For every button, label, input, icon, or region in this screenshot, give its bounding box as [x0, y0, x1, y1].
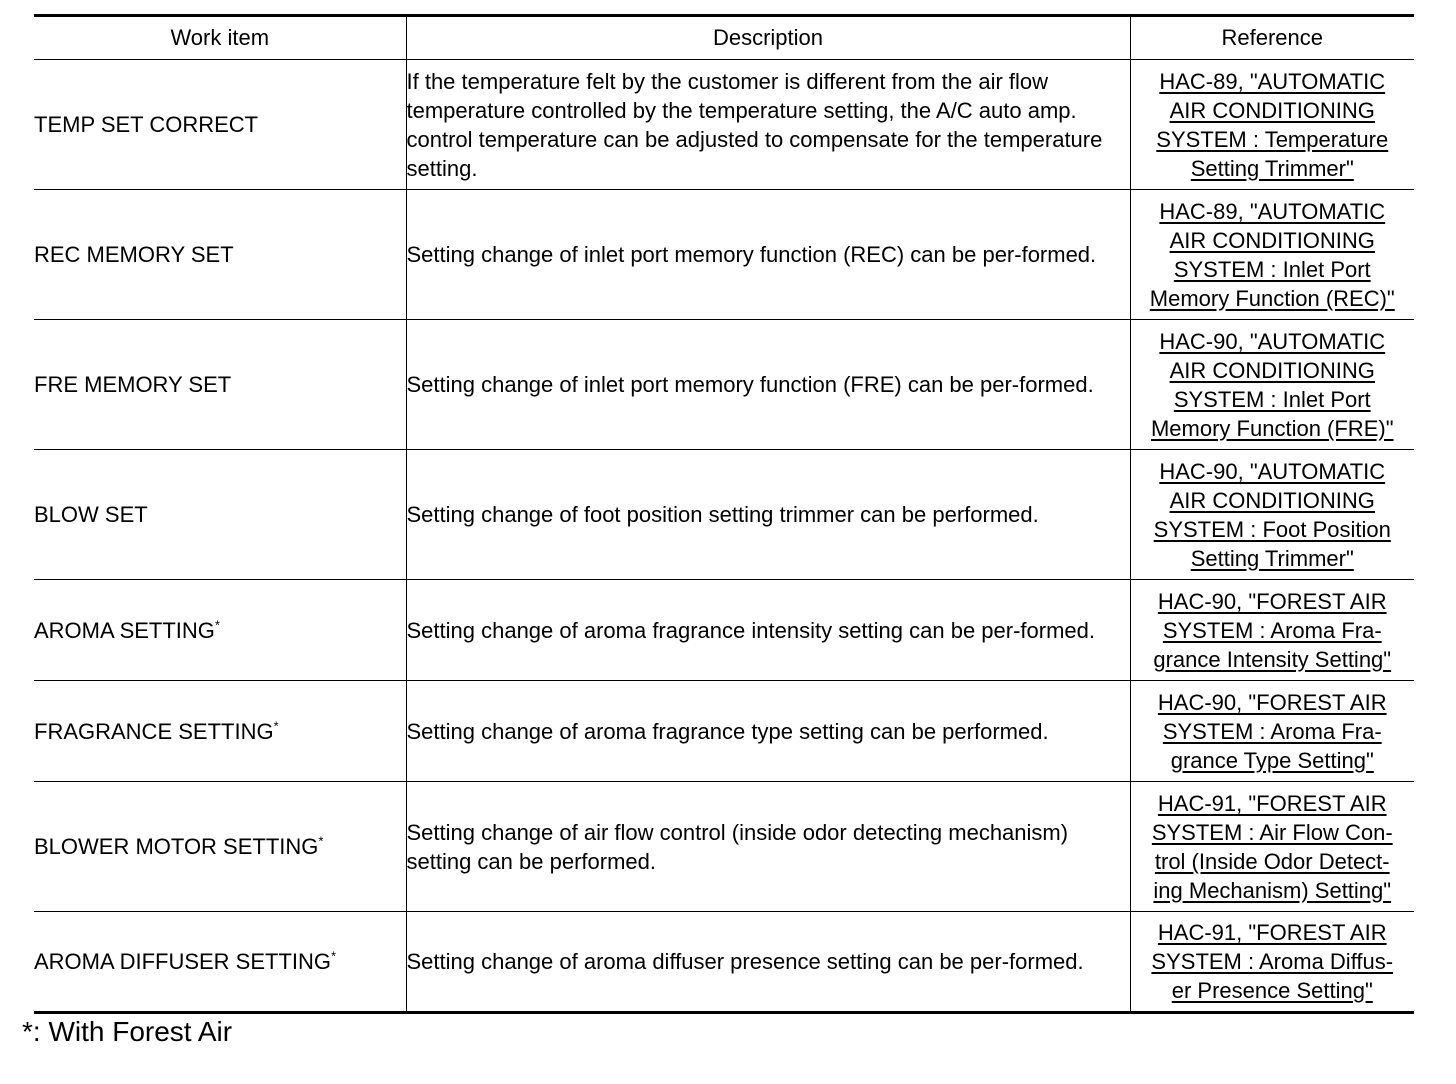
work-support-table: [34, 14, 1414, 1014]
reference-line: HAC-90, "AUTOMATIC: [1159, 458, 1386, 484]
reference-link[interactable]: [1150, 199, 1395, 311]
reference-cell[interactable]: [1130, 912, 1414, 1013]
work-item-cell: [34, 681, 406, 782]
description-cell: Setting change of aroma fragrance intensity setting can be per-formed.: [406, 580, 1130, 681]
table-row: [34, 60, 1414, 190]
reference-line: SYSTEM : Aroma Diffus-: [1151, 949, 1394, 974]
work-item-cell: [34, 190, 406, 320]
reference-line: HAC-90, "FOREST AIR: [1157, 588, 1387, 614]
description-cell: Setting change of foot position setting trimmer can be performed.: [406, 450, 1130, 580]
reference-line: ing Mechanism) Setting": [1153, 877, 1392, 903]
header-reference: Reference: [1130, 16, 1414, 60]
description-cell: Setting change of inlet port memory function (FRE) can be per-formed.: [406, 320, 1130, 450]
reference-line: HAC-90, "FOREST AIR: [1157, 689, 1387, 715]
reference-cell[interactable]: [1130, 580, 1414, 681]
footnote-marker: *: [214, 617, 220, 633]
reference-line: SYSTEM : Inlet Port: [1173, 386, 1371, 412]
table-row: [34, 782, 1414, 912]
work-item-cell: [34, 60, 406, 190]
reference-line: SYSTEM : Air Flow Con-: [1151, 819, 1393, 845]
work-item-cell: [34, 320, 406, 450]
reference-link[interactable]: [1154, 459, 1391, 571]
reference-link[interactable]: [1152, 791, 1393, 903]
forest-air-footnote: *: With Forest Air: [22, 1016, 233, 1047]
description-cell: Setting change of aroma fragrance type setting can be performed.: [406, 681, 1130, 782]
table-row: [34, 580, 1414, 681]
reference-line: grance Type Setting": [1170, 747, 1374, 773]
table-row: [34, 912, 1414, 1013]
footnote-marker: *: [273, 718, 279, 734]
work-item-cell: [34, 912, 406, 1013]
reference-line: AIR CONDITIONING: [1169, 227, 1375, 253]
reference-cell[interactable]: [1130, 782, 1414, 912]
table-row: [34, 190, 1414, 320]
reference-line: SYSTEM : Foot Position: [1153, 516, 1391, 542]
footnote-marker: *: [331, 948, 337, 964]
work-item-label: BLOWER MOTOR SETTING: [34, 834, 319, 859]
reference-line: SYSTEM : Aroma Fra-: [1162, 617, 1382, 643]
work-item-label: TEMP SET CORRECT: [34, 112, 259, 137]
reference-line: SYSTEM : Inlet Port: [1173, 256, 1371, 282]
reference-cell[interactable]: [1130, 60, 1414, 190]
table-header-row: [34, 16, 1414, 60]
work-item-cell: [34, 450, 406, 580]
header-work-item: Work item: [34, 16, 406, 60]
reference-line: trol (Inside Odor Detect-: [1154, 848, 1390, 874]
reference-line: SYSTEM : Temperature: [1156, 126, 1389, 152]
description-cell: Setting change of air flow control (inside odor detecting mechanism) setting can be performed.: [406, 782, 1130, 912]
work-item-label: FRAGRANCE SETTING: [34, 718, 274, 744]
description-cell: If the temperature felt by the customer is different from the air flow temperature controlled by the temperature setting, the A/C auto amp. control temperature can be adjusted to compensate for the temperature setting.: [406, 60, 1130, 190]
work-item-label: FRE MEMORY SET: [34, 372, 232, 397]
reference-line: HAC-90, "AUTOMATIC: [1159, 328, 1386, 354]
work-item-label: AROMA DIFFUSER SETTING: [34, 949, 332, 974]
reference-line: HAC-89, "AUTOMATIC: [1159, 198, 1386, 224]
work-item-cell: [34, 580, 406, 681]
reference-cell[interactable]: [1130, 681, 1414, 782]
reference-line: SYSTEM : Aroma Fra-: [1162, 718, 1382, 744]
description-cell: Setting change of aroma diffuser presence setting can be per-formed.: [406, 912, 1130, 1013]
work-item-cell: [34, 782, 406, 912]
work-item-label: AROMA SETTING: [34, 617, 215, 643]
description-cell: Setting change of inlet port memory function (REC) can be per-formed.: [406, 190, 1130, 320]
table-row: [34, 450, 1414, 580]
header-description: Description: [406, 16, 1130, 60]
reference-line: er Presence Setting": [1171, 978, 1373, 1003]
reference-line: AIR CONDITIONING: [1169, 487, 1375, 513]
footnote-marker: *: [318, 833, 324, 849]
reference-line: HAC-91, "FOREST AIR: [1157, 920, 1387, 945]
reference-cell[interactable]: [1130, 450, 1414, 580]
reference-line: AIR CONDITIONING: [1169, 357, 1375, 383]
work-item-label: BLOW SET: [34, 502, 148, 527]
reference-line: Memory Function (REC)": [1149, 285, 1395, 311]
reference-line: Memory Function (FRE)": [1150, 415, 1394, 441]
reference-link[interactable]: [1151, 329, 1394, 441]
reference-link[interactable]: [1153, 589, 1391, 672]
reference-line: Setting Trimmer": [1190, 545, 1354, 571]
reference-line: HAC-89, "AUTOMATIC: [1159, 68, 1386, 94]
reference-line: Setting Trimmer": [1190, 155, 1354, 181]
reference-cell[interactable]: [1130, 190, 1414, 320]
reference-line: AIR CONDITIONING: [1169, 97, 1375, 123]
work-item-label: REC MEMORY SET: [34, 242, 234, 267]
work-support-table-wrapper: [34, 14, 1414, 1014]
reference-link[interactable]: [1158, 690, 1387, 773]
reference-line: grance Intensity Setting": [1153, 646, 1392, 672]
table-row: [34, 320, 1414, 450]
reference-link[interactable]: [1151, 920, 1393, 1003]
table-row: [34, 681, 1414, 782]
reference-link[interactable]: [1156, 69, 1388, 181]
reference-cell[interactable]: [1130, 320, 1414, 450]
reference-line: HAC-91, "FOREST AIR: [1157, 790, 1387, 816]
